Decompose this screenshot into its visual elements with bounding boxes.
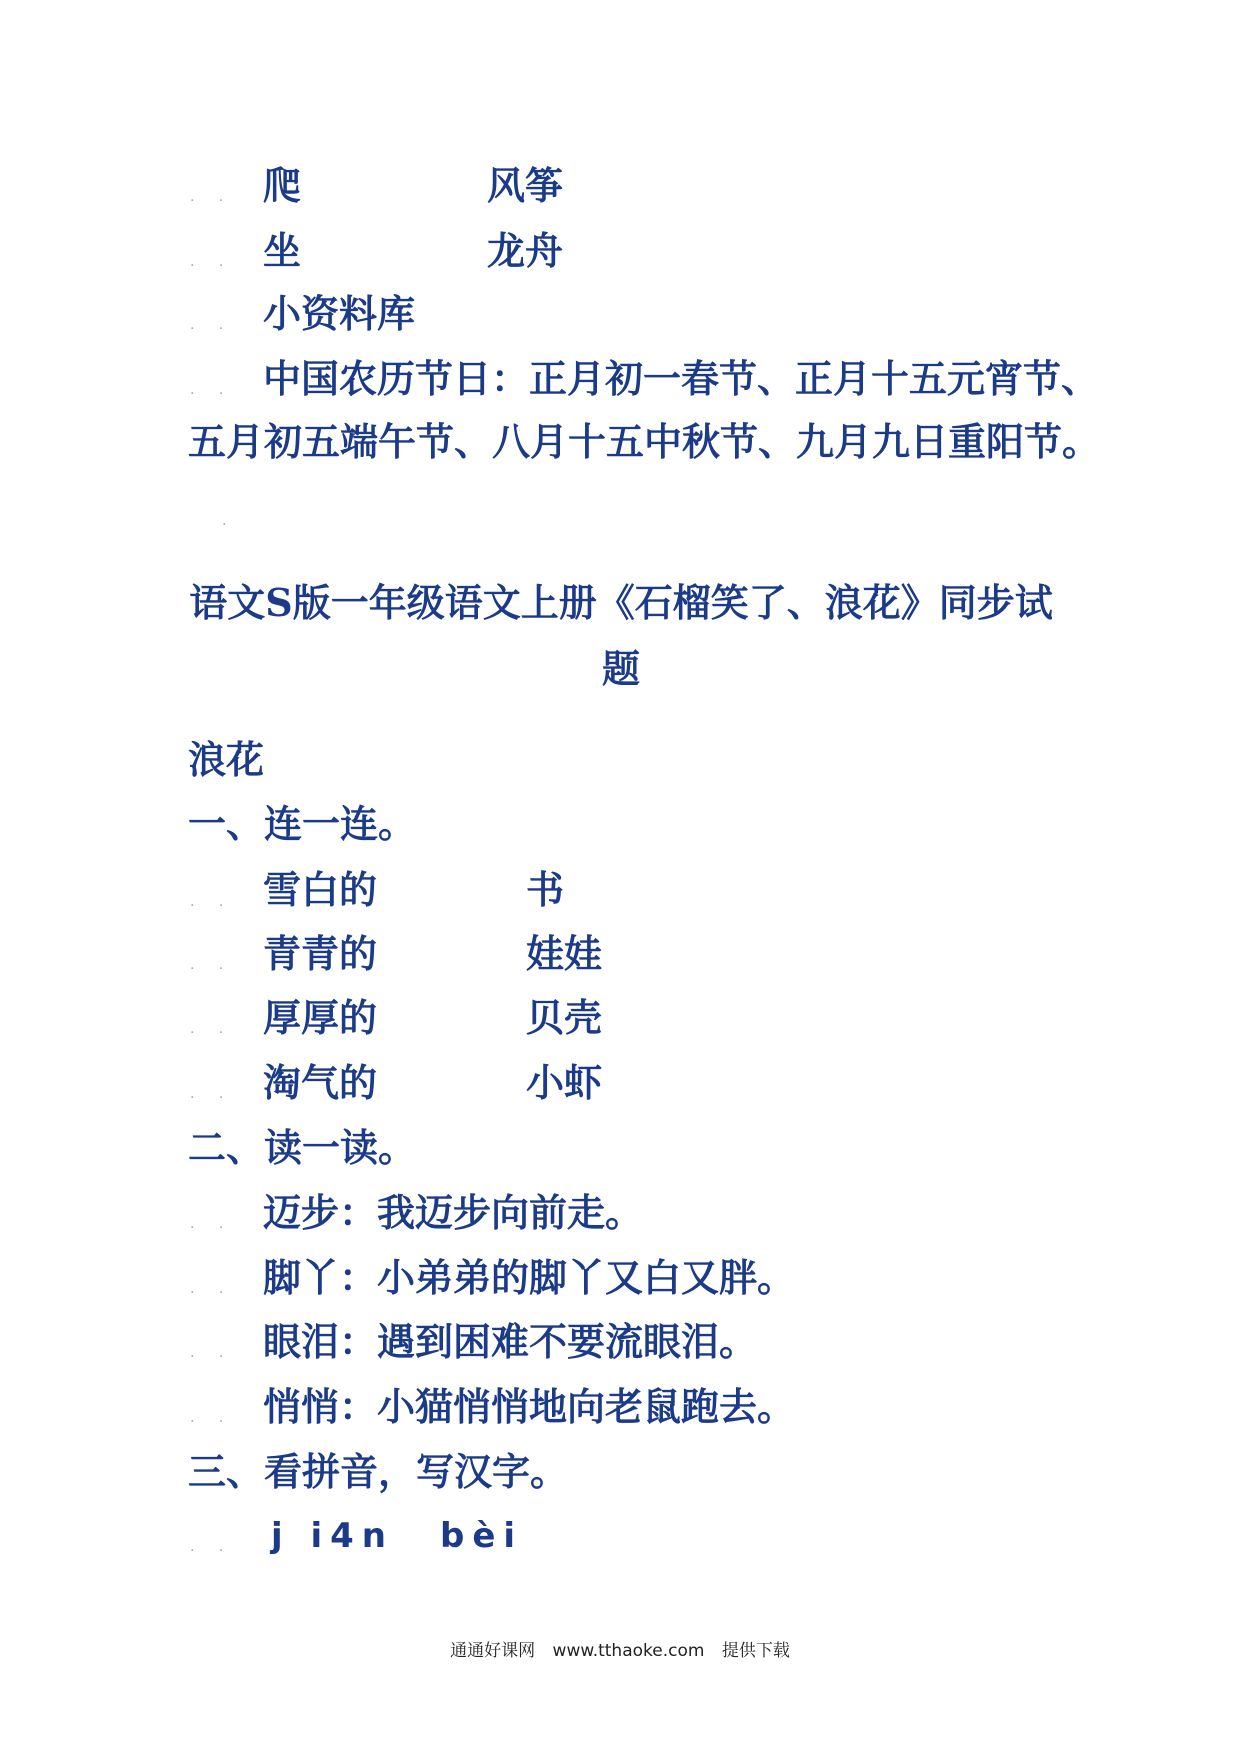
footer-site-name: 通通好课网: [450, 1641, 536, 1661]
dot-marks: . .: [190, 382, 234, 398]
info-heading: 小资料库: [263, 291, 416, 336]
match-left-2: 青青的: [263, 931, 378, 976]
info-text-line-2: 五月初五端午节、八月十五中秋节、九月九日重阳节。: [188, 419, 1101, 464]
dot-marks: . .: [190, 894, 234, 910]
section-1-heading: 一、连一连。: [188, 801, 417, 846]
footer-url[interactable]: www.tthaoke.com: [552, 1641, 705, 1661]
dot-marks: . .: [190, 957, 234, 973]
word-right-1: 风筝: [487, 163, 564, 208]
dot-marks: . .: [190, 1410, 234, 1426]
section-3-heading: 三、看拼音，写汉字。: [188, 1449, 569, 1494]
word-right-2: 龙舟: [487, 228, 564, 273]
pinyin-2: bèi: [440, 1516, 524, 1556]
document-title-line-2: 题: [601, 646, 640, 691]
dot-marks: . .: [190, 1539, 234, 1555]
lesson-name: 浪花: [188, 737, 265, 782]
dot-marks: . .: [190, 1216, 234, 1232]
dot-marks: . .: [190, 1086, 234, 1102]
reading-line-1: 迈步：我迈步向前走。: [263, 1190, 644, 1235]
match-left-3: 厚厚的: [263, 995, 378, 1040]
match-left-4: 淘气的: [263, 1060, 378, 1105]
dot-marks: . .: [190, 254, 234, 270]
reading-line-4: 悄悄：小猫悄悄地向老鼠跑去。: [263, 1384, 796, 1429]
reading-line-3: 眼泪：遇到困难不要流眼泪。: [263, 1319, 758, 1364]
info-text-line-1: 中国农历节日：正月初一春节、正月十五元宵节、: [263, 356, 1100, 401]
word-left-2: 坐: [263, 228, 302, 273]
section-2-heading: 二、读一读。: [188, 1125, 417, 1170]
match-right-3: 贝壳: [526, 995, 603, 1040]
dot-marks: . .: [190, 1281, 234, 1297]
pinyin-1: j i4n: [271, 1516, 395, 1556]
match-left-1: 雪白的: [263, 867, 378, 912]
dot-marks: . .: [190, 189, 234, 205]
dot-marks: . .: [190, 1021, 234, 1037]
dot-marks: .: [222, 513, 237, 529]
match-right-2: 娃娃: [526, 931, 603, 976]
word-left-1: 爬: [263, 163, 302, 208]
document-title-line-1: 语文S版一年级语文上册《石榴笑了、浪花》同步试: [189, 580, 1053, 625]
reading-line-2: 脚丫：小弟弟的脚丫又白又胖。: [263, 1255, 796, 1300]
match-right-4: 小虾: [526, 1060, 603, 1105]
page-footer: [0, 1636, 1240, 1661]
match-right-1: 书: [526, 867, 565, 912]
footer-suffix: 提供下载: [721, 1641, 790, 1661]
dot-marks: . .: [190, 317, 234, 333]
dot-marks: . .: [190, 1345, 234, 1361]
